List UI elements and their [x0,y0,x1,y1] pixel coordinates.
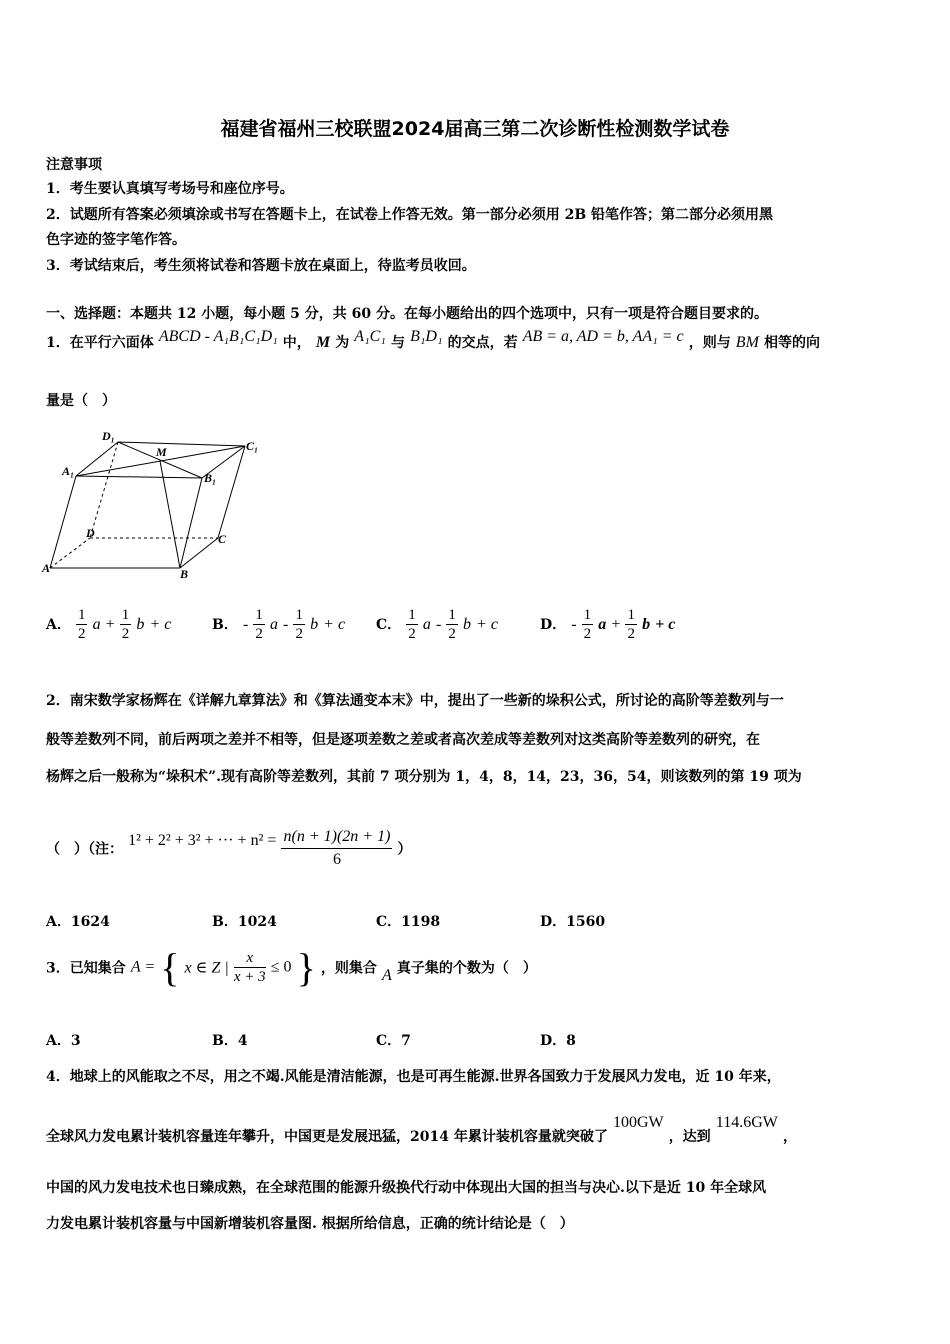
question-4-line4: 力发电累计装机容量与中国新增装机容量图. 根据所给信息，正确的统计结论是（ ） [46,1216,574,1232]
q1-option-d[interactable]: D． - $\frac{1}{2}$ a + $\frac{1}{2}$ b + c [540,607,676,642]
notice-line: 色字迹的签字笔作答。 [46,232,186,248]
label-c: C [218,532,227,546]
left-brace-icon: { [160,945,180,990]
notice-line: 1．考生要认真填写考场号和座位序号。 [46,181,294,197]
question-4-line3: 中国的风力发电技术也日臻成熟，在全球范围的能源升级换代行动中体现出大国的担当与决心.以下是近 10 年全球风 [46,1180,767,1196]
q1-vector-bm: BM [735,334,759,351]
label-c1: C₁ [246,439,259,453]
question-2-line3: 杨辉之后一般称为“垛积术”.现有高阶等差数列，其前 7 项分别为 1，4，8，14，23，36，54，则该数列的第 19 项为 [46,769,802,785]
q3-fraction: $\frac{x}{x + 3}$ [233,950,266,985]
notice-heading: 注意事项 [46,157,102,173]
label-d1: D₁ [102,429,115,443]
question-4-line1: 4．地球上的风能取之不尽，用之不竭.风能是清洁能源，也是可再生能源.世界各国致力于发展风力发电，近 10 年来， [46,1069,781,1085]
q1-segment: B₁D₁ [410,328,443,345]
q1-condition: AB = a, AD = b, AA₁ = c [522,328,684,345]
q1-text: 为 [335,335,350,351]
q3-option-d[interactable]: D．8 [540,1033,576,1049]
q2-option-d[interactable]: D．1560 [540,914,606,930]
question-2-line2: 般等差数列不同，前后两项之差并不相等，但是逐项差数之差或者高次差成等差数列对这类高阶等差数列的研究，在 [46,732,760,748]
q1-segment: A₁C₁ [354,328,386,345]
q1-text: 相等的向 [764,335,820,351]
q1-option-a[interactable]: A． $\frac{1}{2}$ a + $\frac{1}{2}$ b + c [46,607,172,642]
label-a1: A₁ [62,464,75,478]
label-a: A [42,561,51,575]
q1-option-c[interactable]: C． $\frac{1}{2}$ a - $\frac{1}{2}$ b + c [376,607,498,642]
q2-sum-formula: 1² + 2² + 3² + ··· + n² = [128,831,277,849]
right-brace-icon: } [296,945,316,990]
q3-option-b[interactable]: B．4 [212,1033,248,1049]
question-2-line1: 2．南宋数学家杨辉在《详解九章算法》和《算法通变本末》中，提出了一些新的垛积公式，所讨论的高阶等差数列与一 [46,693,784,709]
q3-option-a[interactable]: A．3 [46,1033,81,1049]
q2-option-b[interactable]: B．1024 [212,914,277,930]
q2-sum-fraction: $\frac{n(n + 1)(2n + 1)}{6}$ [283,828,391,868]
question-1-line2: 量是（ ） [46,393,116,409]
label-m: M [156,445,167,459]
q1-lead: 1．在平行六面体 [46,335,154,351]
q1-point-m: M [315,334,331,351]
q3-option-c[interactable]: C．7 [376,1033,411,1049]
question-3-line: 3．已知集合 A = { x ∈ Z | $\frac{x}{x + 3}$ ≤ 0 } ，则集合 A 真子集的个数为（ ） [46,945,537,990]
q1-text: ，则与 [688,335,731,351]
q2-option-a[interactable]: A．1624 [46,914,110,930]
notice-line: 3．考试结束后，考生须将试卷和答题卡放在桌面上，待监考员收回。 [46,258,476,274]
question-2-formula-line: （ ）（注： 1² + 2² + 3² + ··· + n² = $\frac{n(n + 1)(2n + 1)}{6}$ ） [46,826,411,871]
parallelepiped-figure [40,428,270,583]
question-4-line2: 全球风力发电累计装机容量连年攀升，中国更是发展迅猛，2014 年累计装机容量就突破了 100GW ，达到 114.6GW ， [46,1114,797,1145]
q1-text: 中， [282,335,311,351]
label-b: B [180,567,189,581]
section-heading: 一、选择题：本题共 12 小题，每小题 5 分，共 60 分。在每小题给出的四个选项中，只有一项是符合题目要求的。 [46,306,768,322]
q1-option-b[interactable]: B． - $\frac{1}{2}$ a - $\frac{1}{2}$ b + c [212,607,346,642]
q1-text: 与 [390,335,405,351]
q2-option-c[interactable]: C．1198 [376,914,441,930]
question-1-line1 [46,328,820,352]
q1-text: 的交点，若 [447,335,518,351]
q1-solid: ABCD - A₁B₁C₁D₁ [158,328,278,345]
notice-line: 2．试题所有答案必须填涂或书写在答题卡上，在试卷上作答无效。第一部分必须用 2B 铅笔作答；第二部分必须用黑 [46,207,774,223]
label-b1: B₁ [204,471,217,485]
page-title: 福建省福州三校联盟2024届高三第二次诊断性检测数学试卷 [220,118,730,140]
label-d: D [86,526,95,540]
